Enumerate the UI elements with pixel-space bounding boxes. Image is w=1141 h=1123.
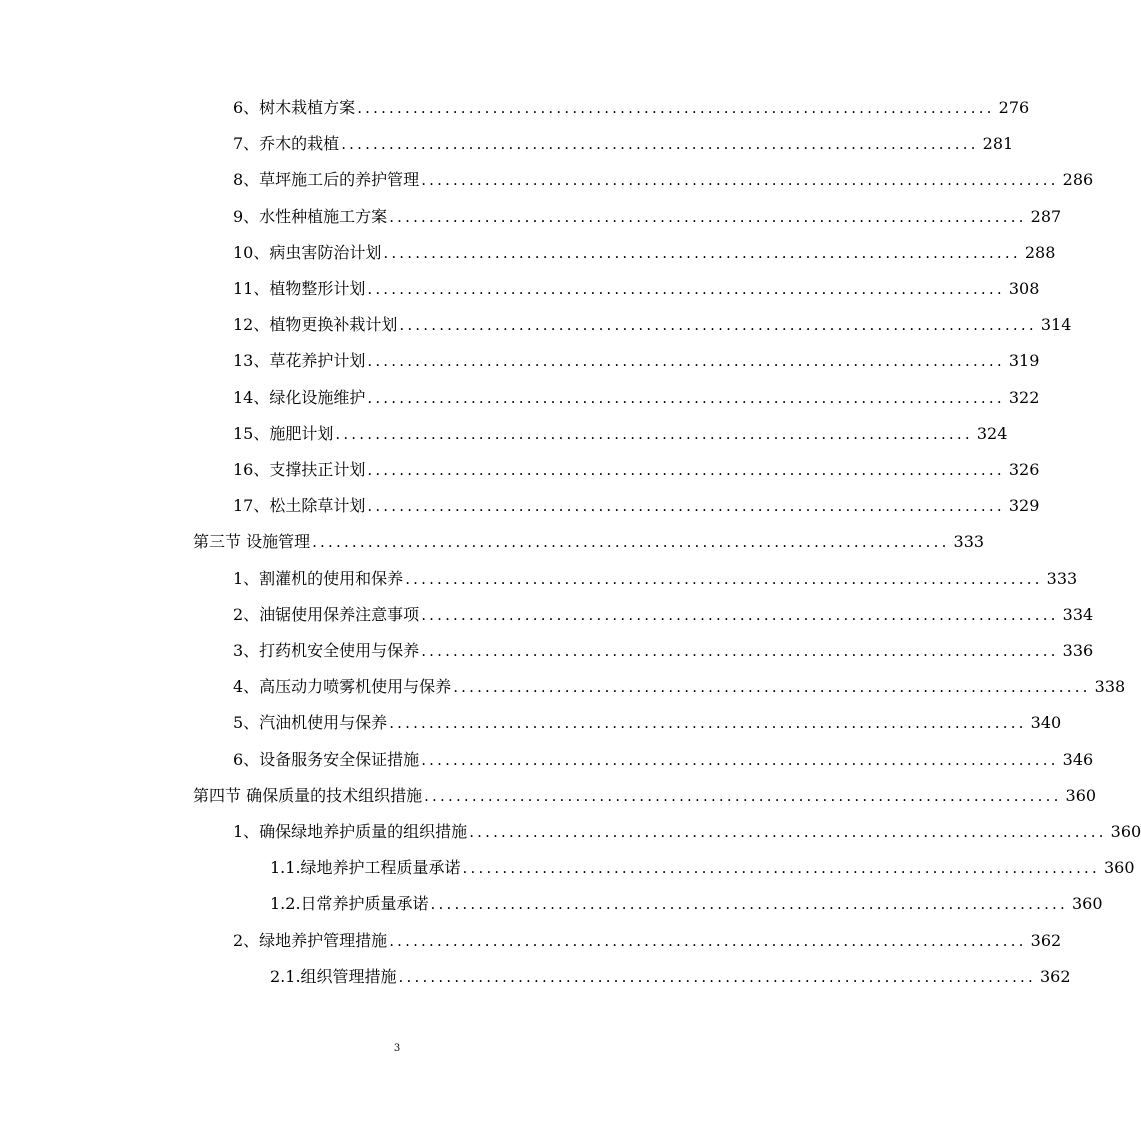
dot-leader: ................................................................................ <box>421 750 1059 769</box>
toc-entry[interactable] <box>233 235 1056 271</box>
toc-entry[interactable] <box>233 814 1141 850</box>
toc-entry-label: 16、支撑扶正计划 <box>233 460 366 479</box>
toc-entry[interactable] <box>233 126 1014 162</box>
dot-leader: ................................................................................ <box>424 786 1062 805</box>
toc-entry-page: 314 <box>1040 315 1072 335</box>
toc-entry[interactable] <box>233 488 1040 524</box>
dot-leader: ................................................................................ <box>357 99 995 117</box>
toc-entry-label: 6、设备服务安全保证措施 <box>233 749 420 769</box>
dot-leader: ................................................................................ <box>469 823 1107 841</box>
toc-entry[interactable] <box>233 452 1040 488</box>
toc-entry-page: 329 <box>1008 496 1040 516</box>
toc-entry-page: 362 <box>1030 930 1062 950</box>
dot-leader: ................................................................................ <box>430 895 1068 914</box>
toc-entry-label: 2.1.组织管理措施 <box>270 966 397 986</box>
toc-entry[interactable] <box>233 742 1094 778</box>
toc-entry-label: 9、水性种植施工方案 <box>233 206 388 226</box>
toc-entry-page: 360 <box>1104 858 1135 878</box>
toc-entry-label: 1.1.绿地养护工程质量承诺 <box>270 858 461 878</box>
dot-leader: ................................................................................ <box>389 714 1027 733</box>
toc-entry-page: 362 <box>1040 966 1071 986</box>
toc-entry-page: 360 <box>1065 785 1097 805</box>
dot-leader: ................................................................................ <box>389 931 1027 950</box>
dot-leader: ................................................................................ <box>421 605 1059 624</box>
toc-entry-page: 360 <box>1110 822 1141 841</box>
toc-entry[interactable] <box>233 199 1062 235</box>
toc-entry-label: 1、确保绿地养护质量的组织措施 <box>233 822 468 841</box>
toc-entry[interactable] <box>233 307 1072 343</box>
toc-entry[interactable] <box>233 380 1040 416</box>
toc-entry-page: 308 <box>1008 279 1040 298</box>
dot-leader: ................................................................................ <box>462 859 1100 878</box>
toc-entry-label: 14、绿化设施维护 <box>233 387 366 407</box>
toc-entry-label: 6、树木栽植方案 <box>233 98 356 117</box>
toc-entry-label: 3、打药机安全使用与保养 <box>233 641 420 660</box>
dot-leader: ................................................................................ <box>367 388 1005 407</box>
toc-entry[interactable] <box>233 343 1040 379</box>
toc-entry[interactable] <box>233 162 1094 198</box>
toc-entry-page: 276 <box>998 98 1030 117</box>
toc-entry-label: 第四节 确保质量的技术组织措施 <box>193 785 423 805</box>
toc-entry[interactable] <box>233 705 1062 741</box>
toc-entry[interactable] <box>233 90 1030 126</box>
toc-entry-page: 340 <box>1030 713 1062 733</box>
dot-leader: ................................................................................ <box>335 424 973 443</box>
toc-entry[interactable] <box>193 524 985 560</box>
toc-entry-label: 5、汽油机使用与保养 <box>233 713 388 733</box>
toc-entry-label: 13、草花养护计划 <box>233 351 366 371</box>
toc-entry-page: 319 <box>1008 351 1040 371</box>
toc-entry-page: 286 <box>1062 170 1094 190</box>
toc-entry-label: 1、割灌机的使用和保养 <box>233 568 404 588</box>
dot-leader: ................................................................................ <box>367 497 1005 516</box>
toc-entry-page: 281 <box>982 134 1014 154</box>
toc-entry-page: 287 <box>1030 206 1062 226</box>
dot-leader: ................................................................................ <box>367 461 1005 479</box>
toc-entry-label: 第三节 设施管理 <box>193 532 311 552</box>
toc-entry[interactable] <box>270 959 1071 995</box>
dot-leader: ................................................................................ <box>398 967 1036 986</box>
toc-entry-page: 333 <box>1046 568 1078 588</box>
toc-entry[interactable] <box>233 633 1094 669</box>
toc-entry-page: 338 <box>1094 677 1126 697</box>
dot-leader: ................................................................................ <box>399 316 1037 335</box>
toc-entry-label: 1.2.日常养护质量承诺 <box>270 894 429 914</box>
toc-entry-label: 11、植物整形计划 <box>233 279 366 298</box>
toc-entry[interactable] <box>270 886 1103 922</box>
toc-entry-label: 12、植物更换补栽计划 <box>233 315 398 335</box>
toc-entry-label: 2、绿地养护管理措施 <box>233 930 388 950</box>
toc-entry-page: 346 <box>1062 749 1094 769</box>
toc-entry-label: 2、油锯使用保养注意事项 <box>233 604 420 624</box>
toc-entry-label: 10、病虫害防治计划 <box>233 242 382 262</box>
toc-entry[interactable] <box>193 778 1097 814</box>
toc-entry[interactable] <box>270 850 1135 886</box>
dot-leader: ................................................................................ <box>341 135 979 154</box>
dot-leader: ................................................................................ <box>421 642 1059 660</box>
toc-entry-label: 7、乔木的栽植 <box>233 134 340 154</box>
page-number: 3 <box>393 1043 401 1054</box>
dot-leader: ................................................................................ <box>383 243 1021 262</box>
toc-entry-page: 336 <box>1062 641 1094 660</box>
toc-entry-page: 288 <box>1024 242 1056 262</box>
toc-entry-page: 334 <box>1062 604 1094 624</box>
dot-leader: ................................................................................ <box>405 569 1043 588</box>
toc-entry[interactable] <box>233 597 1094 633</box>
toc-entry[interactable] <box>233 271 1040 307</box>
toc-entry-label: 17、松土除草计划 <box>233 496 366 516</box>
toc-entry-page: 360 <box>1072 894 1103 914</box>
dot-leader: ................................................................................ <box>389 207 1027 226</box>
toc-entry-page: 322 <box>1008 387 1040 407</box>
toc-entry[interactable] <box>233 923 1062 959</box>
toc-entry-label: 15、施肥计划 <box>233 423 334 443</box>
toc-entry-page: 324 <box>976 423 1008 443</box>
toc-entry-page: 326 <box>1008 460 1040 479</box>
dot-leader: ................................................................................ <box>312 533 950 552</box>
toc-entry-label: 4、高压动力喷雾机使用与保养 <box>233 677 452 697</box>
toc-entry-page: 333 <box>953 532 985 552</box>
toc-entry[interactable] <box>233 561 1078 597</box>
dot-leader: ................................................................................ <box>453 678 1091 697</box>
toc-entry[interactable] <box>233 669 1126 705</box>
dot-leader: ................................................................................ <box>367 352 1005 371</box>
toc-entry-label: 8、草坪施工后的养护管理 <box>233 170 420 190</box>
dot-leader: ................................................................................ <box>367 280 1005 298</box>
dot-leader: ................................................................................ <box>421 171 1059 190</box>
toc-entry[interactable] <box>233 416 1008 452</box>
